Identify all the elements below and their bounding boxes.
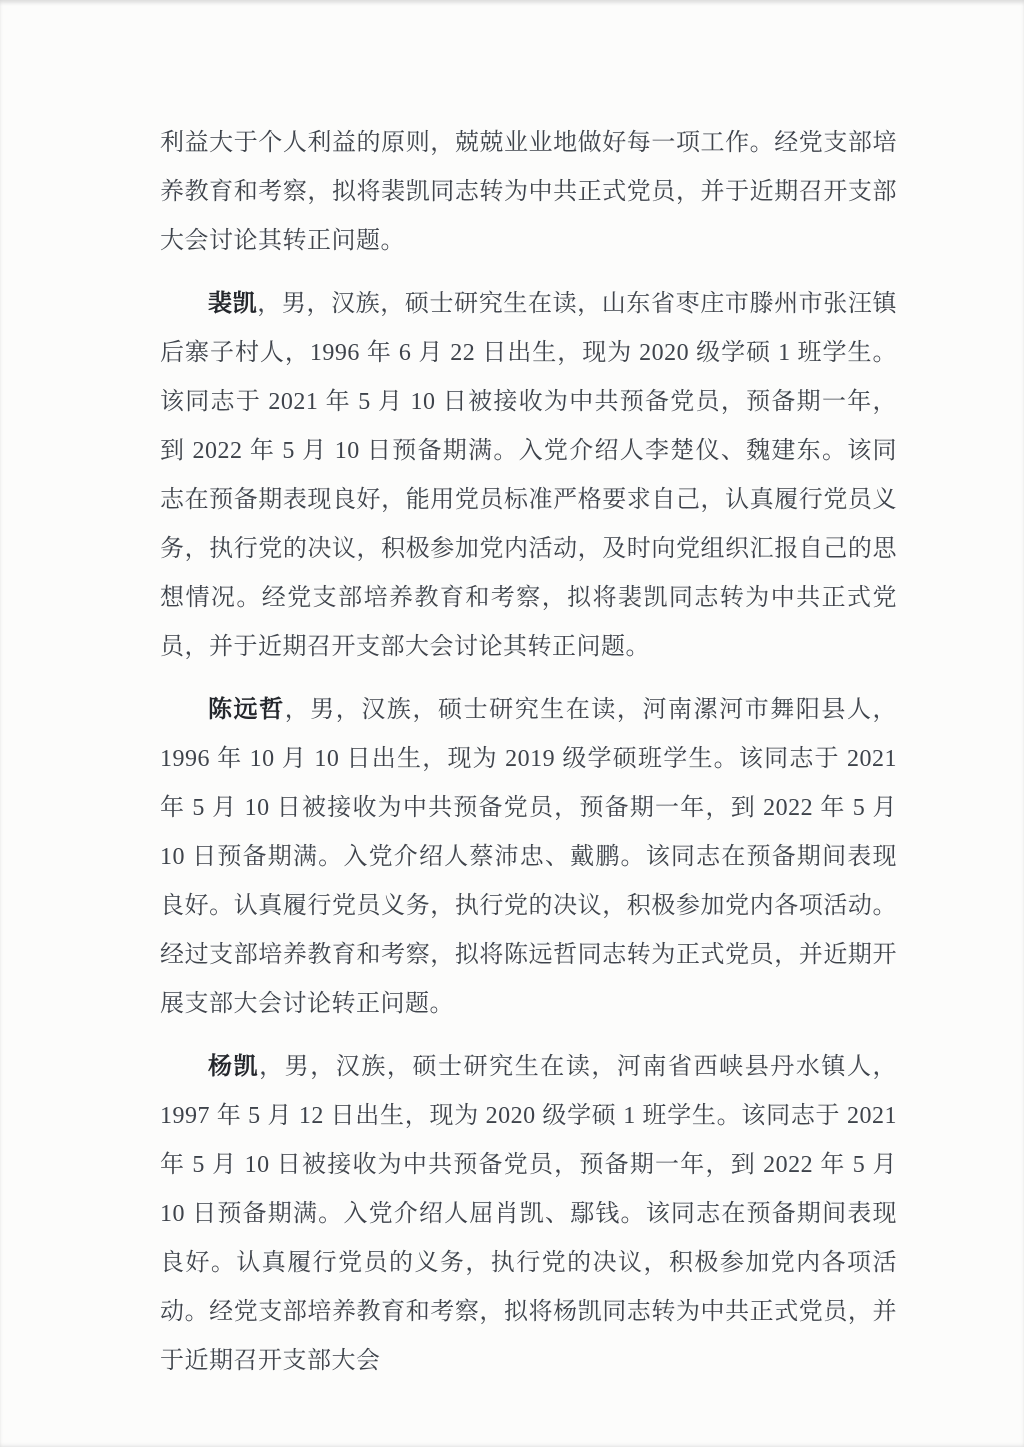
paragraph-text: 利益大于个人利益的原则，兢兢业业地做好每一项工作。经党支部培养教育和考察，拟将裴凯同志转为中共正式党员，并于近期召开支部大会讨论其转正问题。	[160, 130, 897, 254]
document-body	[160, 119, 897, 1386]
paragraph-member-yangkai	[160, 1043, 897, 1386]
member-name: 裴凯	[208, 291, 258, 317]
paragraph-continuation	[160, 119, 897, 266]
paragraph-text: ，男，汉族，硕士研究生在读，河南省西峡县丹水镇人，1997 年 5 月 12 日出生，现为 2020 级学硕 1 班学生。该同志于 2021 年 5 月 10 日被接收为中共预备党员，预备期一年，到 2022 年 5 月 10 日预备期满。入党介绍人屈肖凯、鄢钱。该同志在预备期间表现良好。认真履行党员的义务，执行党的决议，积极参加党内各项活动。经党支部培养教育和考察，拟将杨凯同志转为中共正式党员，并于近期召开支部大会	[160, 1054, 898, 1374]
member-name: 陈远哲	[208, 697, 285, 723]
paragraph-text: ，男，汉族，硕士研究生在读，河南漯河市舞阳县人，1996 年 10 月 10 日出生，现为 2019 级学硕班学生。该同志于 2021 年 5 月 10 日被接收为中共预备党员，预备期一年，到 2022 年 5 月 10 日预备期满。入党介绍人蔡沛忠、戴鹏。该同志在预备期间表现良好。认真履行党员义务，执行党的决议，积极参加党内各项活动。经过支部培养教育和考察，拟将陈远哲同志转为正式党员，并近期开展支部大会讨论转正问题。	[160, 697, 898, 1017]
member-name: 杨凯	[208, 1054, 260, 1080]
paragraph-member-peikai	[160, 280, 897, 672]
paragraph-text: ，男，汉族，硕士研究生在读，山东省枣庄市滕州市张汪镇后寨子村人，1996 年 6 月 22 日出生，现为 2020 级学硕 1 班学生。该同志于 2021 年 5 月 10 日被接收为中共预备党员，预备期一年，到 2022 年 5 月 10 日预备期满。入党介绍人李楚仪、魏建东。该同志在预备期表现良好，能用党员标准严格要求自己，认真履行党员义务，执行党的决议，积极参加党内活动，及时向党组织汇报自己的思想情况。经党支部培养教育和考察，拟将裴凯同志转为中共正式党员，并于近期召开支部大会讨论其转正问题。	[160, 291, 898, 660]
paragraph-member-chenyuanzhe	[160, 686, 897, 1029]
scan-edge-top	[0, 0, 1024, 6]
scan-edge-bottom	[0, 1442, 1024, 1447]
